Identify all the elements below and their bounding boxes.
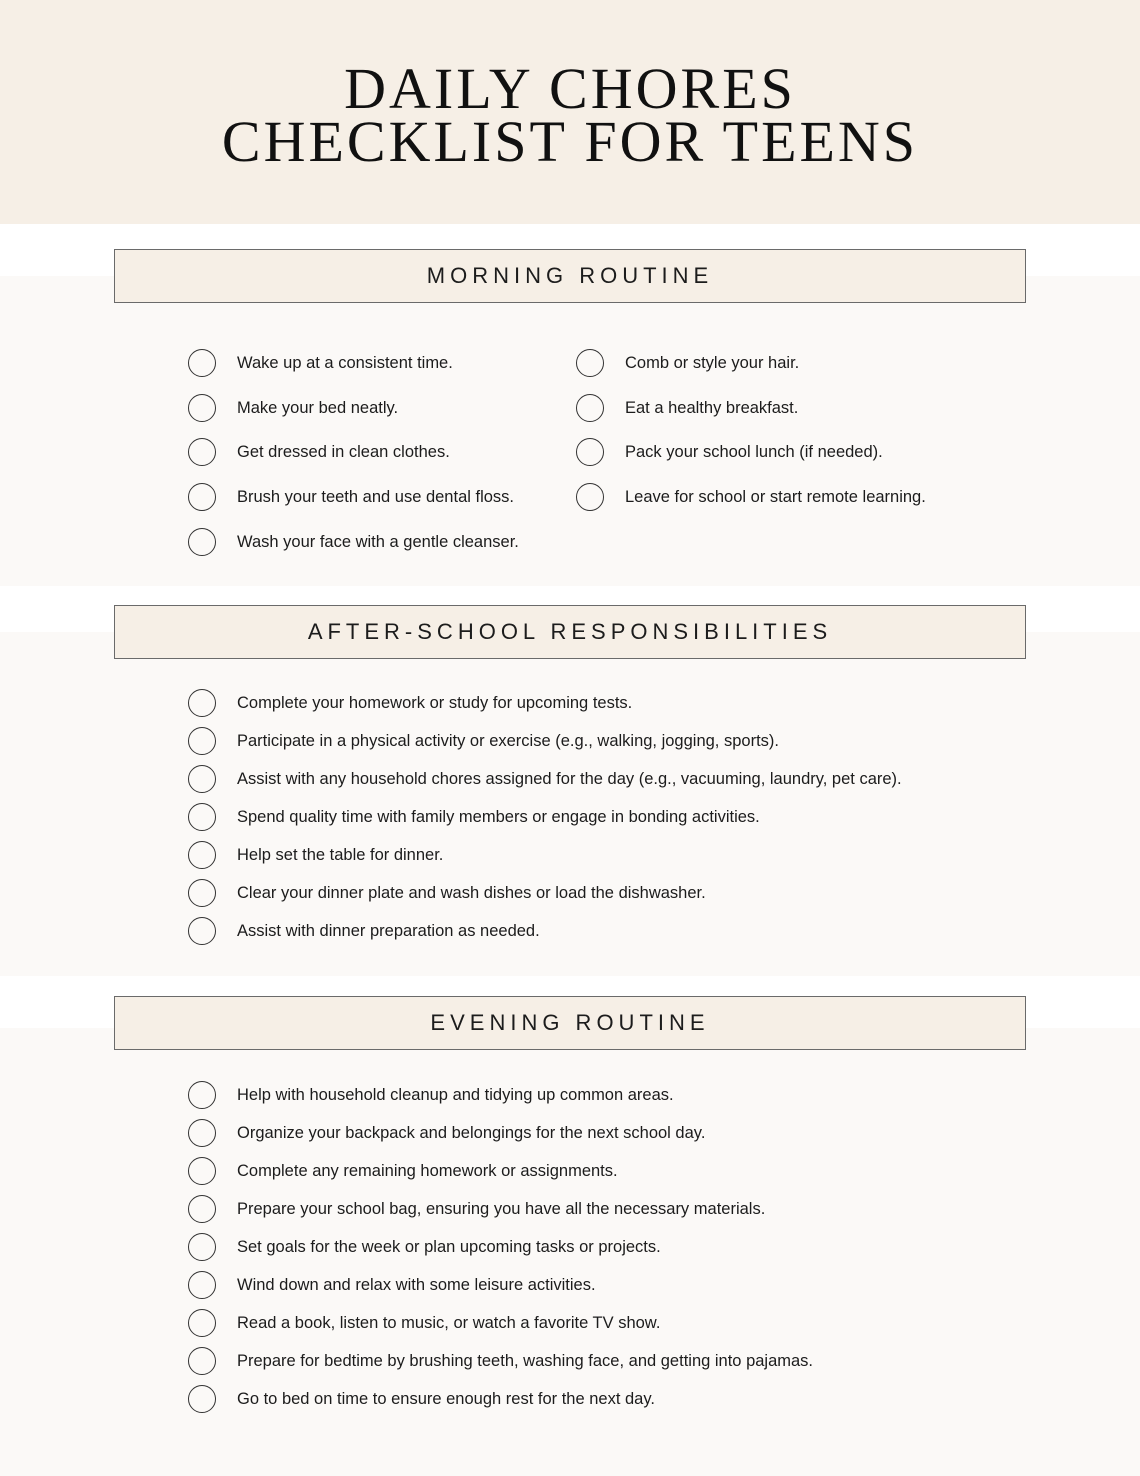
- checkbox-circle[interactable]: [188, 803, 216, 831]
- checkbox-circle[interactable]: [188, 841, 216, 869]
- checklist-item-label: Wind down and relax with some leisure activities.: [237, 1276, 596, 1294]
- checkbox-circle[interactable]: [576, 394, 604, 422]
- checklist-item-label: Comb or style your hair.: [625, 354, 800, 372]
- checklist-item-label: Complete any remaining homework or assignments.: [237, 1162, 618, 1180]
- checkbox-circle[interactable]: [188, 349, 216, 377]
- checklist-item-label: Clear your dinner plate and wash dishes or load the dishwasher.: [237, 884, 706, 902]
- checklist-item-label: Make your bed neatly.: [237, 399, 399, 417]
- checkbox-circle[interactable]: [188, 765, 216, 793]
- morning-section-background: [0, 276, 1140, 586]
- checklist-item-label: Leave for school or start remote learning.: [625, 488, 926, 506]
- checkbox-circle[interactable]: [576, 349, 604, 377]
- checklist-item-label: Get dressed in clean clothes.: [237, 443, 450, 461]
- checklist-item-label: Complete your homework or study for upcoming tests.: [237, 694, 633, 712]
- checklist-item-label: Help with household cleanup and tidying up common areas.: [237, 1086, 674, 1104]
- checkbox-circle[interactable]: [188, 727, 216, 755]
- checkbox-circle[interactable]: [188, 1195, 216, 1223]
- checkbox-circle[interactable]: [188, 528, 216, 556]
- checkbox-circle[interactable]: [188, 917, 216, 945]
- checklist-item-label: Help set the table for dinner.: [237, 846, 444, 864]
- checkbox-circle[interactable]: [188, 1347, 216, 1375]
- page-header: [0, 0, 1140, 224]
- checkbox-circle[interactable]: [188, 689, 216, 717]
- checklist-item-label: Set goals for the week or plan upcoming tasks or projects.: [237, 1238, 661, 1256]
- checklist-item-label: Prepare for bedtime by brushing teeth, washing face, and getting into pajamas.: [237, 1352, 814, 1370]
- checkbox-circle[interactable]: [188, 1157, 216, 1185]
- checkbox-circle[interactable]: [188, 1271, 216, 1299]
- checklist-item-label: Participate in a physical activity or exercise (e.g., walking, jogging, sports).: [237, 732, 779, 750]
- checkbox-circle[interactable]: [188, 1385, 216, 1413]
- checkbox-circle[interactable]: [188, 1233, 216, 1261]
- checklist-item-label: Prepare your school bag, ensuring you have all the necessary materials.: [237, 1200, 766, 1218]
- checklist-item-label: Assist with dinner preparation as needed.: [237, 922, 540, 940]
- checkbox-circle[interactable]: [188, 879, 216, 907]
- checklist-item-label: Read a book, listen to music, or watch a favorite TV show.: [237, 1314, 661, 1332]
- checkbox-circle[interactable]: [188, 394, 216, 422]
- checklist-item-label: Spend quality time with family members or engage in bonding activities.: [237, 808, 760, 826]
- after-school-heading: AFTER-SCHOOL RESPONSIBILITIES: [114, 605, 1026, 659]
- checkbox-circle[interactable]: [188, 1309, 216, 1337]
- evening-routine-heading: EVENING ROUTINE: [114, 996, 1026, 1050]
- checklist-item-label: Organize your backpack and belongings for the next school day.: [237, 1124, 706, 1142]
- checklist-item-label: Go to bed on time to ensure enough rest for the next day.: [237, 1390, 655, 1408]
- checkbox-circle[interactable]: [188, 1119, 216, 1147]
- checkbox-circle[interactable]: [188, 438, 216, 466]
- page-title-line-1: DAILY CHORES: [344, 56, 796, 121]
- checklist-item-label: Eat a healthy breakfast.: [625, 399, 799, 417]
- checklist-item-label: Brush your teeth and use dental floss.: [237, 488, 515, 506]
- checkbox-circle[interactable]: [188, 1081, 216, 1109]
- page-title-line-2: CHECKLIST FOR TEENS: [221, 109, 919, 174]
- checklist-item-label: Wake up at a consistent time.: [237, 354, 453, 372]
- checklist-item-label: Pack your school lunch (if needed).: [625, 443, 883, 461]
- checklist-item-label: Wash your face with a gentle cleanser.: [237, 533, 519, 551]
- morning-routine-heading: MORNING ROUTINE: [114, 249, 1026, 303]
- checklist-item-label: Assist with any household chores assigned for the day (e.g., vacuuming, laundry, pet care).: [237, 770, 902, 788]
- checkbox-circle[interactable]: [576, 438, 604, 466]
- checkbox-circle[interactable]: [576, 483, 604, 511]
- after-school-section-background: [0, 632, 1140, 976]
- checkbox-circle[interactable]: [188, 483, 216, 511]
